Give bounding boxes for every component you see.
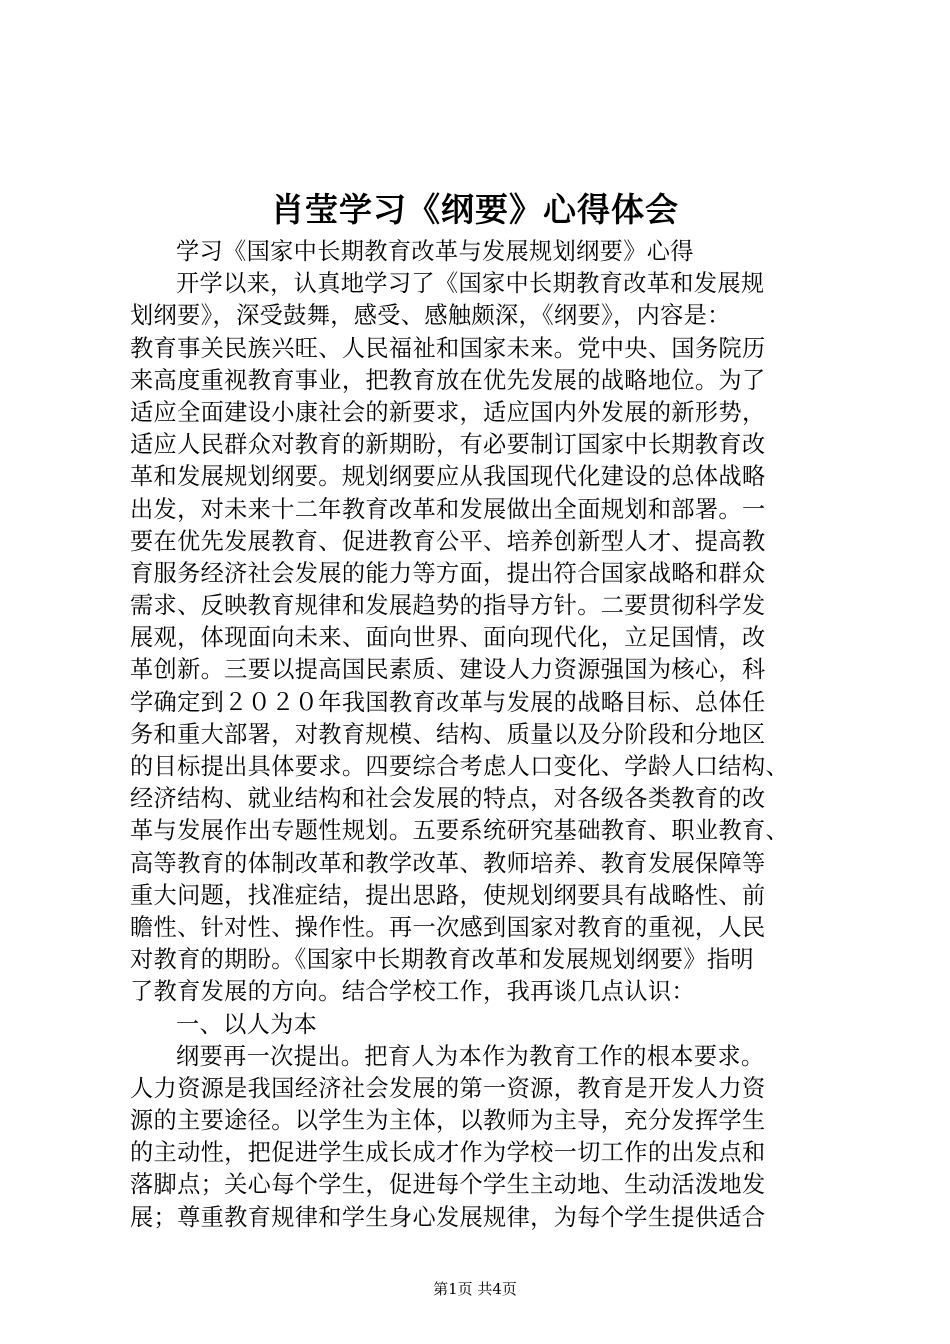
text-line: 了教育发展的方向。结合学校工作，我再谈几点认识： [130, 978, 695, 1006]
text-line: 开学以来，认真地学习了《国家中长期教育改革和发展规 [176, 270, 765, 298]
text-line: 革创新。三要以提高国民素质、建设人力资源强国为核心，科 [130, 656, 766, 684]
text-line: 人力资源是我国经济社会发展的第一资源，教育是开发人力资 [130, 1074, 766, 1102]
text-line: 重大问题，找准症结，提出思路，使规划纲要具有战略性、前 [130, 881, 766, 909]
text-line: 源的主要途径。以学生为主体，以教师为主导，充分发挥学生 [130, 1107, 766, 1135]
text-line: 来高度重视教育事业，把教育放在优先发展的战略地位。为了 [130, 366, 766, 394]
text-line: 划纲要》，深受鼓舞，感受、感触颇深，《纲要》，内容是： [130, 302, 731, 330]
text-line: 教育事关民族兴旺、人民福祉和国家未来。党中央、国务院历 [130, 334, 766, 362]
text-line: 对教育的期盼。《国家中长期教育改革和发展规划纲要》指明 [130, 946, 754, 974]
text-line: 展；尊重教育规律和学生身心发展规律，为每个学生提供适合 [130, 1203, 766, 1231]
text-line: 瞻性、针对性、操作性。再一次感到国家对教育的重视，人民 [130, 913, 766, 941]
text-line: 的目标提出具体要求。四要综合考虑人口变化、学龄人口结构、 [130, 753, 790, 780]
text-line: 落脚点；关心每个学生，促进每个学生主动地、生动活泼地发 [130, 1171, 766, 1199]
text-line: 适应人民群众对教育的新期盼，有必要制订国家中长期教育改 [130, 431, 766, 459]
text-line: 学确定到２０２０年我国教育改革与发展的战略目标、总体任 [130, 688, 766, 716]
text-line: 要在优先发展教育、促进教育公平、培养创新型人才、提高教 [130, 527, 766, 555]
text-line: 经济结构、就业结构和社会发展的特点，对各级各类教育的改 [130, 785, 766, 813]
document-title: 肖莹学习《纲要》心得体会 [271, 190, 679, 229]
text-line: 务和重大部署，对教育规模、结构、质量以及分阶段和分地区 [130, 720, 766, 748]
text-line: 革与发展作出专题性规划。五要系统研究基础教育、职业教育、 [130, 817, 790, 845]
page-footer: 第1页 共4页 [433, 1280, 517, 1298]
document-body [130, 236, 835, 1234]
text-line: 育服务经济社会发展的能力等方面，提出符合国家战略和群众 [130, 559, 766, 587]
text-line: 革和发展规划纲要。规划纲要应从我国现代化建设的总体战略 [130, 463, 766, 491]
text-line: 高等教育的体制改革和教学改革、教师培养、教育发展保障等 [130, 849, 766, 877]
text-line: 需求、反映教育规律和发展趋势的指导方针。二要贯彻科学发 [130, 592, 766, 620]
text-line: 出发，对未来十二年教育改革和发展做出全面规划和部署。一 [130, 495, 766, 523]
text-line: 展观，体现面向未来、面向世界、面向现代化，立足国情，改 [130, 624, 766, 652]
section-heading: 一、以人为本 [176, 1010, 318, 1038]
text-line: 学习《国家中长期教育改革与发展规划纲要》心得 [176, 238, 694, 265]
text-line: 适应全面建设小康社会的新要求，适应国内外发展的新形势， [130, 398, 766, 426]
text-line: 的主动性，把促进学生成长成才作为学校一切工作的出发点和 [130, 1139, 766, 1167]
text-line: 纲要再一次提出。把育人为本作为教育工作的根本要求。 [176, 1042, 765, 1070]
